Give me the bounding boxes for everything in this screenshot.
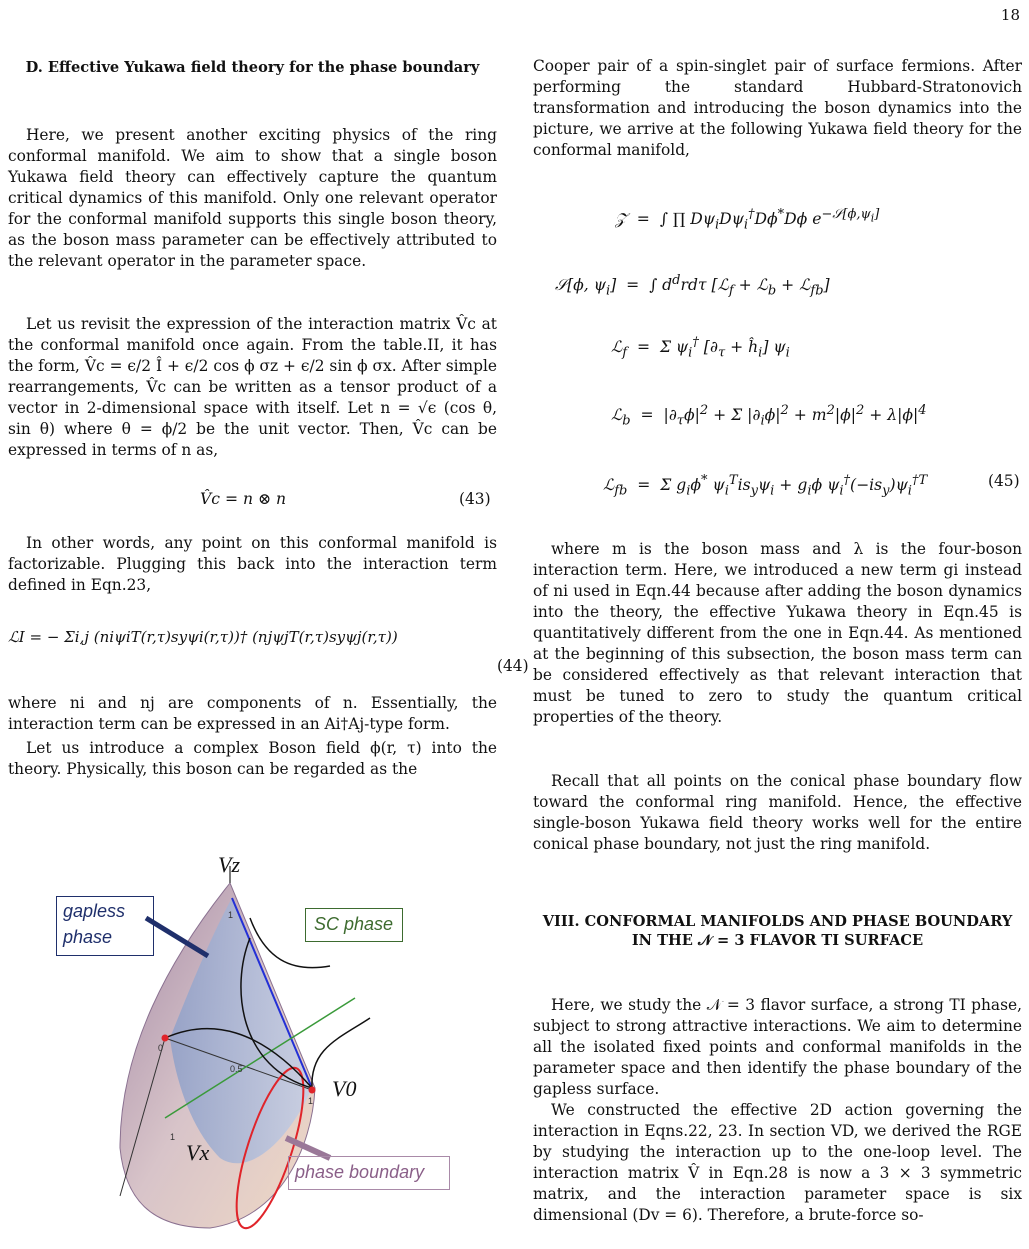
right-para-4: [533, 995, 1022, 1100]
phase-boundary-label: phase boundary: [295, 1162, 425, 1182]
sc-phase-label: SC phase: [314, 914, 394, 934]
phase-boundary-box: [288, 1156, 450, 1190]
section-heading-viii: VIII. CONFORMAL MANIFOLDS AND PHASE BOUNDARY IN THE 𝒩 = 3 FLAVOR TI SURFACE: [542, 913, 1013, 949]
equation-43: V̂c = n ⊗ n: [200, 490, 287, 508]
origin-point: [162, 1035, 169, 1042]
tick-label: 0.5: [230, 1064, 243, 1074]
tick-label: 1: [170, 1132, 176, 1142]
v0-axis-label: V0: [332, 1076, 357, 1101]
paragraph: where m is the boson mass and λ is the four-boson interaction term. Here, we introduced a new term gi instead of ni used in Eqn.44 because after adding the boson dynamics into the theory, the effective Yukawa theory in Eqn.45 is quantitatively different from the one in Eqn.44. As mentioned at the beginning of this subsection, the boson mass term can be considered effectively as that relevant interaction that must be tuned to zero to study the quantum critical properties of the theory.: [533, 540, 1022, 726]
equation-44-number: (44): [497, 657, 529, 675]
phase-diagram-figure: [50, 848, 480, 1245]
tick-label: 1: [308, 1096, 314, 1106]
paragraph: Here, we present another exciting physics of the ring conformal manifold. We aim to show that a single boson Yukawa field theory can effectively capture the quantum critical dynamics of this manifold. Only one relevant operator for the conformal manifold supports this single boson theory, as the boson mass parameter can be effectively attributed to the relevant operator in the parameter space.: [8, 126, 497, 270]
section-heading-d: D. Effective Yukawa field theory for the phase boundary: [25, 59, 480, 76]
vz-axis-label: Vz: [218, 852, 240, 877]
left-para-3: [8, 533, 497, 596]
gapless-phase-box: [56, 896, 154, 956]
paragraph: Let us revisit the expression of the interaction matrix V̂c at the conformal manifold once again. From the table.II, it has the form, V̂c = ϵ/2 Î + ϵ/2 cos ϕ σz + ϵ/2 sin ϕ σx. After simple rearrangements, V̂c can be written as a tensor product of a vector in 2-dimensional space with itself. Let n = √ϵ (cos θ, sin θ) where θ = ϕ/2 be the unit vector. Then, V̂c can be expressed in terms of n as,: [8, 315, 497, 459]
left-para-5: [8, 738, 497, 780]
equation-45-block: [555, 195, 1025, 525]
equation-43-number: (43): [459, 490, 491, 508]
paragraph: In other words, any point on this conformal manifold is factorizable. Plugging this back into the interaction term defined in Eqn.23,: [8, 534, 497, 594]
sc-phase-box: [305, 908, 403, 942]
eq45-line-lfb: ℒ$_{fb}$ = Σ $g_i\phi^*$ $\psi_i^Tis_y\psi_i + g_i\phi$ $\psi_i^\dagger(-is_y)\psi_i^{\dagger T}$: [603, 473, 928, 499]
page-number: 18: [1000, 6, 1020, 24]
paragraph: Cooper pair of a spin-singlet pair of surface fermions. After performing the standard Hubbard-Stratonovich transformation and introducing the boson dynamics into the picture, we arrive at the following Yukawa field theory for the conformal manifold,: [533, 57, 1022, 159]
eq45-line-z: 𝒵 = ∫ ∏ $D\psi_iD\psi_i^\dagger D\phi^*D\phi$ $e^{-𝒮[\phi,\psi_i]}$: [615, 207, 880, 233]
tick-label: 1: [228, 910, 234, 920]
paragraph: Recall that all points on the conical phase boundary flow toward the conformal ring manifold. Hence, the effective single-boson Yukawa field theory works well for the entire conical phase boundary, not just the ring manifold.: [533, 772, 1022, 853]
right-para-5: [533, 1100, 1022, 1226]
equation-45-number: (45): [988, 472, 1020, 490]
paragraph: where ni and nj are components of n. Essentially, the interaction term can be expressed in an Ai†Aj-type form.: [8, 694, 497, 733]
paragraph: Let us introduce a complex Boson field ϕ(r, τ) into the theory. Physically, this boson can be regarded as the: [8, 739, 497, 778]
left-para-2: [8, 314, 497, 461]
left-para-4: [8, 693, 497, 735]
phase-label: phase: [63, 927, 113, 947]
left-para-1: [8, 125, 497, 272]
right-para-1: [533, 56, 1022, 161]
gapless-label: gapless: [63, 901, 126, 921]
v0-point: [309, 1087, 316, 1094]
right-para-2: [533, 539, 1022, 728]
tick-label: 0: [158, 1043, 164, 1053]
paragraph: We constructed the effective 2D action governing the interaction in Eqns.22, 23. In section VD, we derived the RGE by studying the interaction up to the one-loop level. The interaction matrix V̂ in Eqn.28 is now a 3 × 3 symmetric matrix, and the interaction parameter space is six dimensional (Dv = 6). Therefore, a brute-force so-: [533, 1101, 1022, 1224]
eq45-line-s: 𝒮[ϕ, $\psi_i$] = ∫ $d^drd\tau$ [ℒ$_f$ + ℒ$_b$ + ℒ$_{fb}$]: [555, 273, 830, 299]
eq45-line-lf: ℒ$_f$ = Σ $\psi_i^\dagger$ [$\partial_\tau$ + $ĥ_i$] $\psi_i$: [611, 335, 790, 361]
eq45-line-lb: ℒ$_b$ = $|\partial_\tau\phi|^2 + \Sigma$ $|\partial_i\phi|^2 + m^2|\phi|^2 + \lambda|\phi|^4$: [611, 403, 927, 429]
vx-axis-label: Vx: [186, 1140, 210, 1165]
paragraph: Here, we study the 𝒩 = 3 flavor surface, a strong TI phase, subject to strong attractive interactions. We aim to determine all the isolated fixed points and conformal manifolds in the parameter space and then identify the phase boundary of the gapless surface.: [533, 996, 1022, 1098]
right-para-3: [533, 771, 1022, 855]
equation-44: ℒI = − Σi,j (niψiT(r,τ)syψi(r,τ))† (njψjT(r,τ)syψj(r,τ)): [8, 628, 398, 646]
